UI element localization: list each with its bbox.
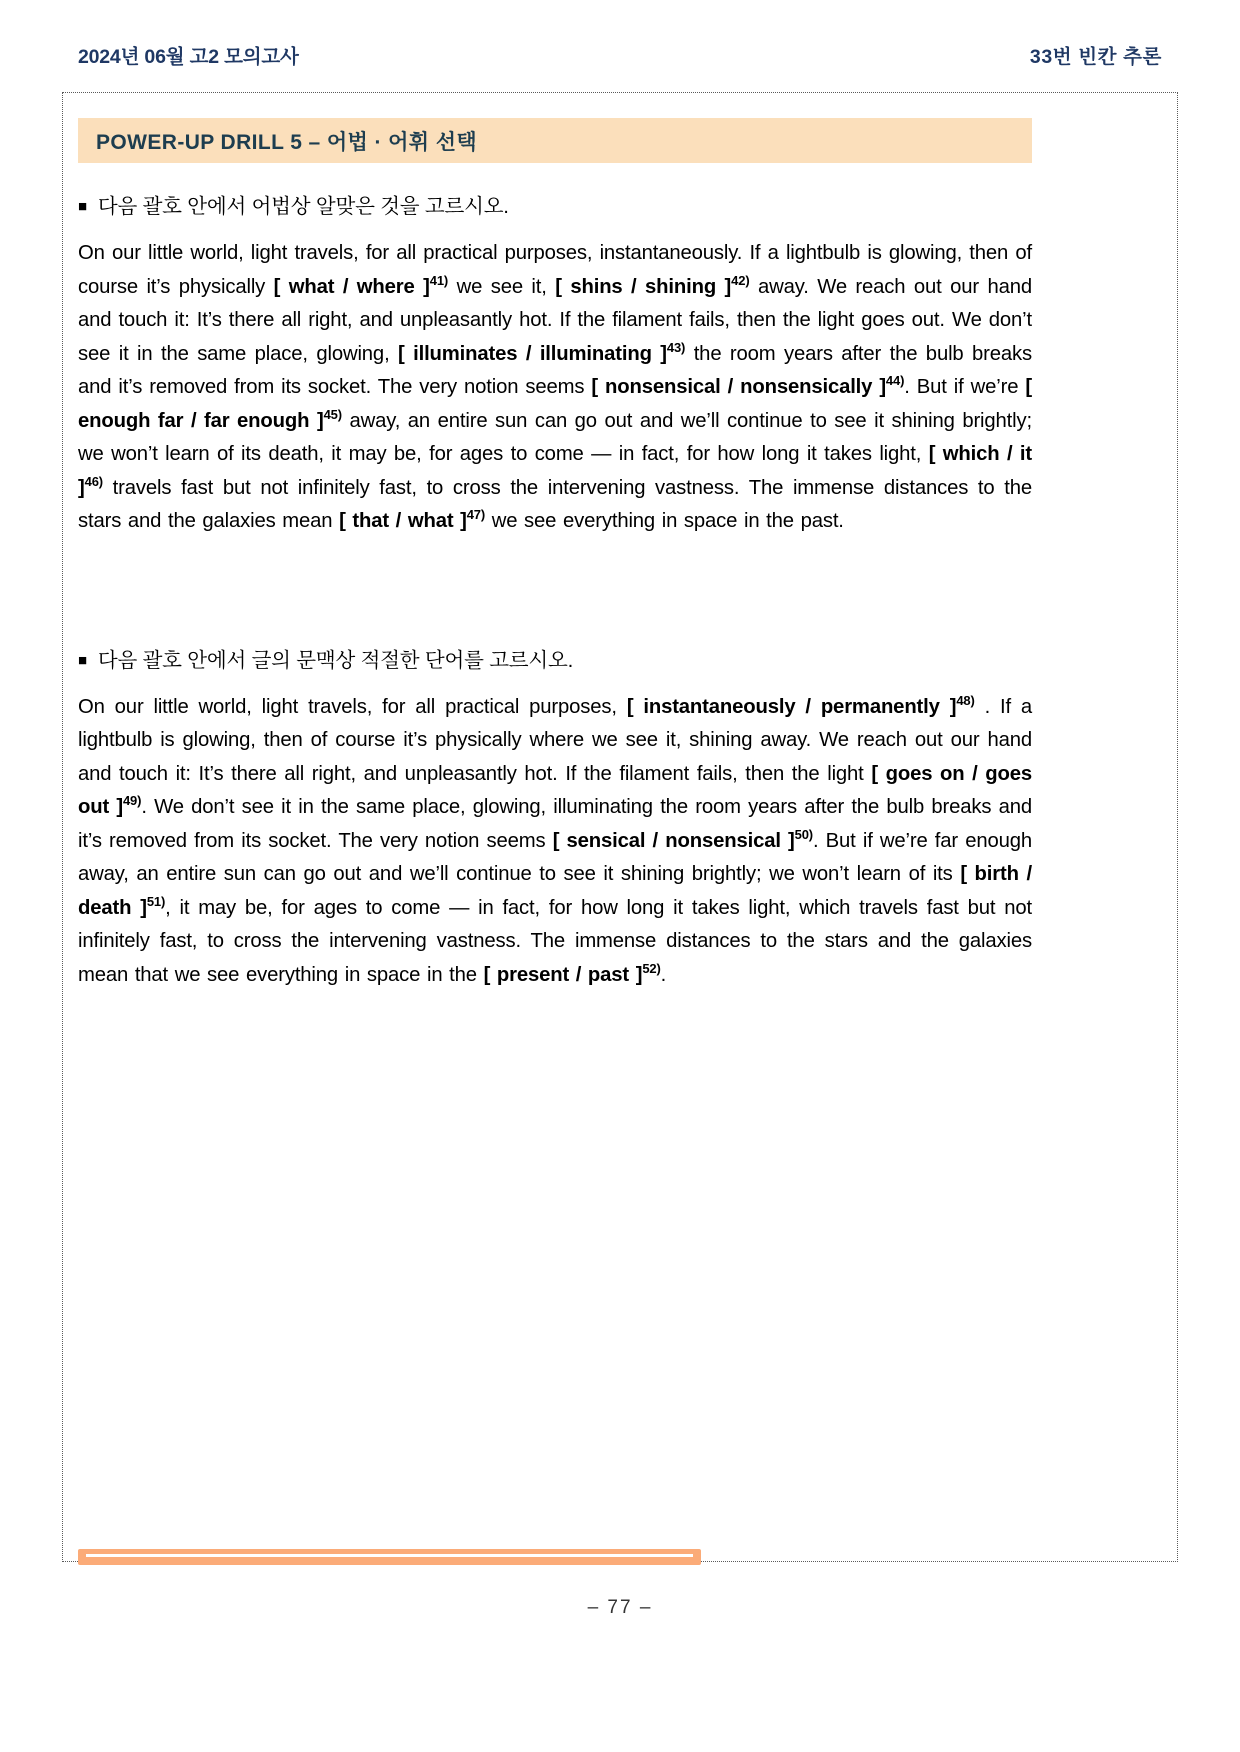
drill-title-band bbox=[78, 118, 1032, 163]
instruction-grammar-text: 다음 괄호 안에서 어법상 알맞은 것을 고르시오. bbox=[97, 195, 509, 218]
footer-accent-bar bbox=[78, 1549, 701, 1565]
instruction-grammar bbox=[78, 189, 1032, 219]
passage-vocabulary: On our little world, light travels, for all practical purposes, [ instantaneously / permanently ]$^{48)}$ . If a lightbulb is glowing, then of course it’s physically where we see it, shining away. We reach out our hand and touch it: It’s there all right, and unpleasantly hot. If the filament fails, then the light [ goes on / goes out ]$^{49)}$. We don’t see it in the same place, glowing, illuminating the room years after the bulb breaks and it’s removed from its socket. The very notion seems [ sensical / nonsensical ]$^{50)}$. But if we’re far enough away, an entire sun can go out and we’ll continue to see it shining brightly; we won’t learn of its [ birth / death ]$^{51)}$, it may be, for ages to come — in fact, for how long it takes light, which travels fast but not infinitely fast, to cross the intervening vastness. The immense distances to the stars and the galaxies mean that we see everything in space in the [ present / past ]$^{52)}$. bbox=[78, 692, 1033, 986]
running-head-right: 33번 빈칸 추론 bbox=[1029, 46, 1162, 68]
square-bullet-icon: ■ bbox=[78, 651, 87, 669]
running-head bbox=[78, 38, 1162, 72]
instruction-vocabulary bbox=[78, 643, 1032, 673]
page-content bbox=[78, 118, 1032, 992]
passage-grammar: On our little world, light travels, for all practical purposes, instantaneously. If a lightbulb is glowing, then of course it’s physically [ what / where ]$^{41)}$ we see it, [ shins / shining ]$^{42)}$ away. We reach out our hand and touch it: It’s there all right, and unpleasantly hot. If the filament fails, then the light goes out. We don’t see it in the same place, glowing, [ illuminates / illuminating ]$^{43)}$ the room years after the bulb breaks and it’s removed from its socket. The very notion seems [ nonsensical / nonsensically ]$^{44)}$. But if we’re [ enough far / far enough ]$^{45)}$ away, an entire sun can go out and we’ll continue to see it shining brightly; we won’t learn of its death, it may be, for ages to come — in fact, for how long it takes light, [ which / it ]$^{46)}$ travels fast but not infinitely fast, to cross the intervening vastness. The immense distances to the stars and the galaxies mean [ that / what ]$^{47)}$ we see everything in space in the past. bbox=[78, 242, 1032, 532]
drill-title: POWER-UP DRILL 5 – 어법 · 어휘 선택 bbox=[96, 130, 478, 154]
section-gap bbox=[78, 539, 1032, 643]
square-bullet-icon: ■ bbox=[78, 198, 87, 215]
instruction-vocabulary-text: 다음 괄호 안에서 글의 문맥상 적절한 단어를 고르시오. bbox=[97, 648, 574, 672]
running-head-left: 2024년 06월 고2 모의고사 bbox=[78, 46, 299, 68]
page-number: – 77 – bbox=[587, 1597, 653, 1618]
